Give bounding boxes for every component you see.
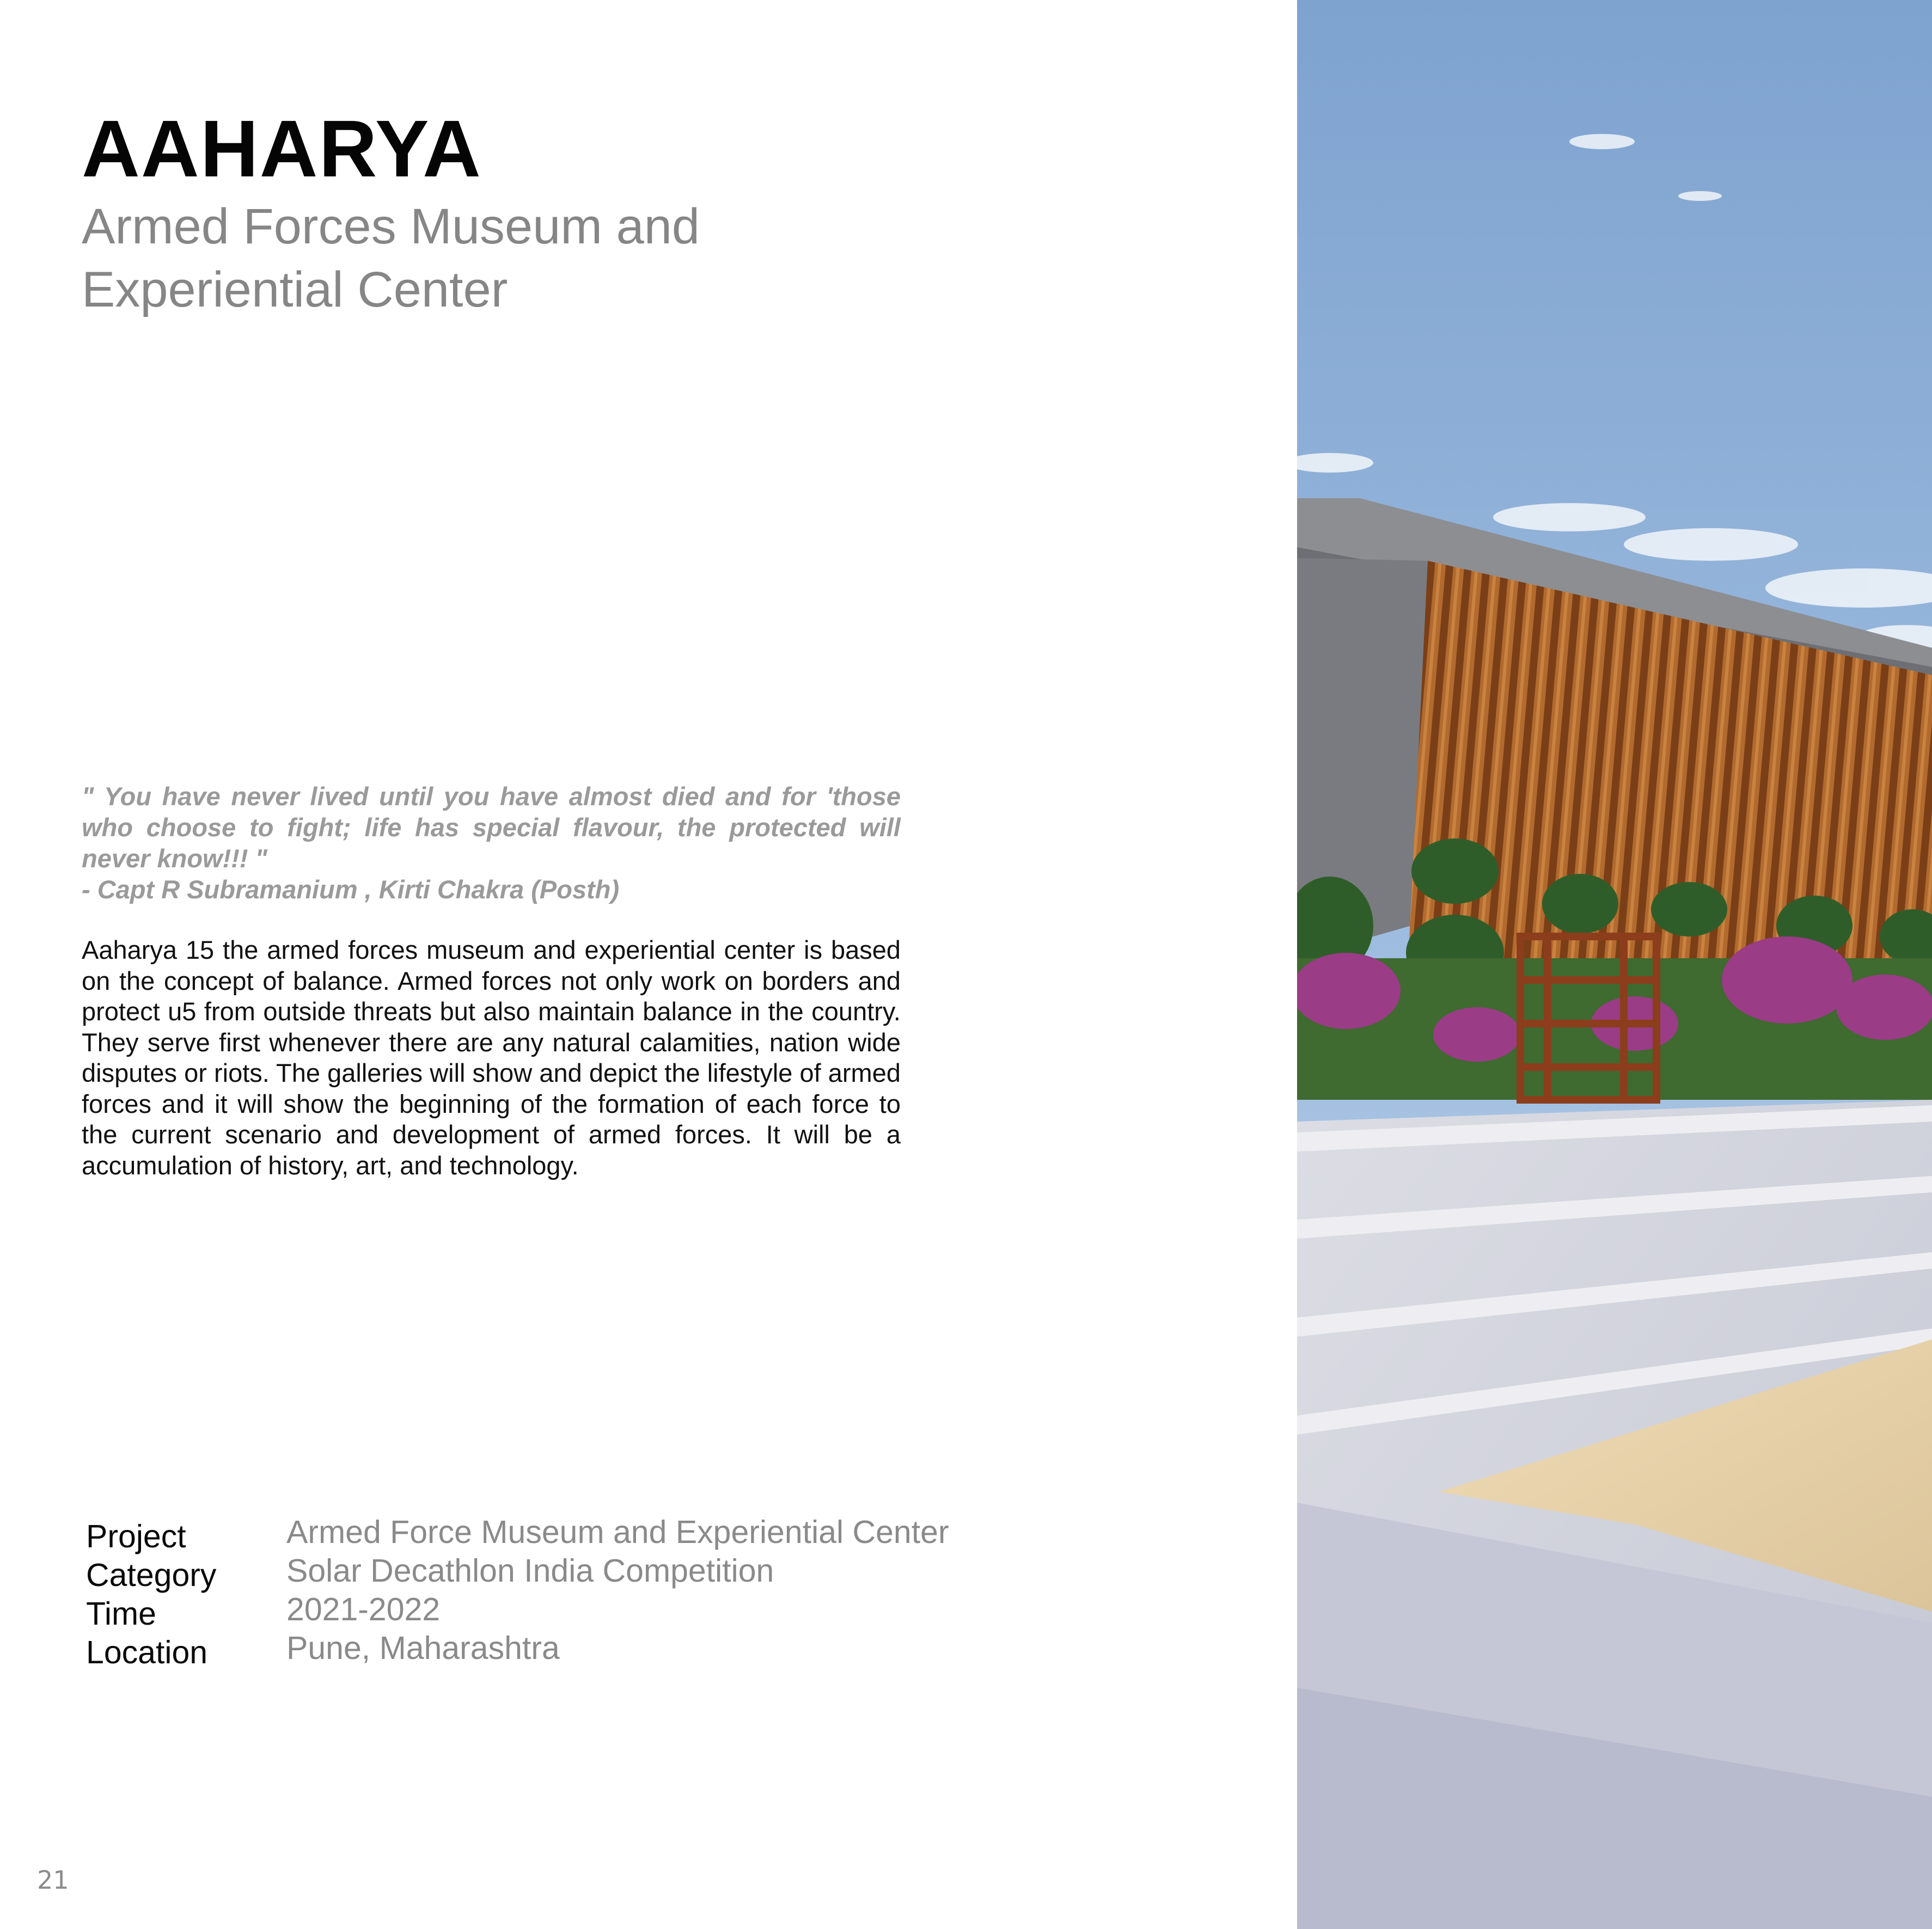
project-info-label: Project bbox=[86, 1518, 186, 1554]
page-subtitle bbox=[82, 195, 953, 321]
subtitle-line: Experiential Center bbox=[82, 262, 508, 317]
page-number: 21 bbox=[37, 1865, 69, 1895]
project-info-label: Location bbox=[86, 1634, 208, 1670]
project-info-value: 2021-2022 bbox=[286, 1591, 441, 1627]
project-info-value: Armed Force Museum and Experiential Center bbox=[286, 1514, 949, 1550]
quote-text: " You have never lived until you have almost died and for 'those who choose to fight; life has special flavour, the protected will never know!!! " bbox=[82, 782, 901, 873]
render-illustration bbox=[1297, 0, 1932, 1929]
project-info-value: Pune, Maharashtra bbox=[286, 1630, 560, 1666]
quote-author: - Capt R Subramanium , Kirti Chakra (Posth) bbox=[82, 875, 620, 904]
project-info-value: Solar Decathlon India Competition bbox=[286, 1553, 774, 1589]
page-title: AAHARYA bbox=[82, 104, 482, 194]
project-description: Aaharya 15 the armed forces museum and experiential center is based on the concept of balance. Armed forces not only work on borders and protect u5 from outside threats but also maintain balance in the country. They serve first whenever there are any natural calamities, nation wide disputes or riots. The galleries will show and depict the lifestyle of armed forces and it will show the beginning of the formation of each force to the current scenario and development of armed forces. It will be a accumulation of history, art, and technology. bbox=[82, 935, 901, 1180]
architectural-render-image bbox=[1297, 0, 1932, 1929]
subtitle-line: Armed Forces Museum and bbox=[82, 199, 700, 254]
project-info-label: Category bbox=[86, 1557, 217, 1593]
project-info-label: Time bbox=[86, 1596, 156, 1632]
